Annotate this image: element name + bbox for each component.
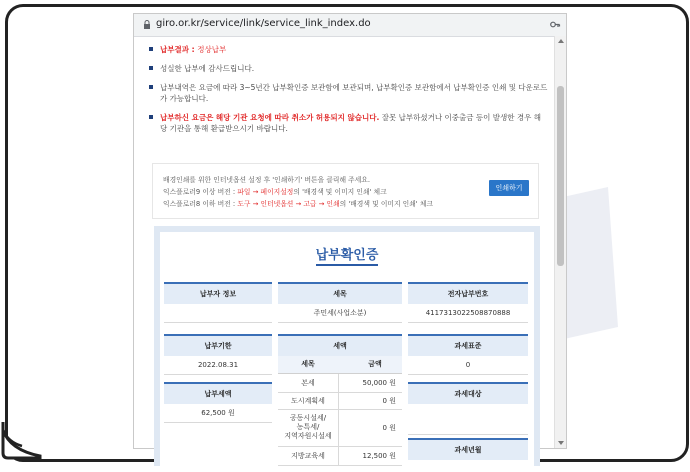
epay-number-header: 전자납부번호 bbox=[408, 282, 528, 304]
bullet-icon bbox=[149, 115, 153, 119]
breakdown-item: 공동시설세/ 농특세/ 지역자원시설세 bbox=[284, 414, 332, 440]
tax-standard-header: 과세표준 bbox=[408, 334, 528, 356]
tax-amount-header: 세액 bbox=[278, 334, 402, 356]
address-bar[interactable] bbox=[134, 14, 566, 37]
table-row bbox=[278, 393, 402, 410]
payment-result-label: 납부결과 : bbox=[160, 45, 198, 54]
notice-item bbox=[146, 82, 548, 104]
print-guide-line: 익스플로러9 이상 버전 : 파일 → 페이지설정의 '배경색 및 이미지 인쇄' 체크 bbox=[163, 188, 387, 196]
tax-item-value: 주민세(사업소분) bbox=[278, 304, 402, 323]
lock-icon bbox=[143, 20, 151, 29]
epay-number-value: 4117313022508870888 bbox=[408, 304, 528, 323]
tax-standard-value: 0 bbox=[408, 356, 528, 375]
due-date-header: 납부기한 bbox=[164, 334, 272, 356]
key-icon[interactable] bbox=[550, 20, 560, 29]
breakdown-item: 본세 bbox=[301, 379, 315, 387]
notice-item bbox=[146, 63, 548, 74]
breakdown-amount: 0 원 bbox=[382, 424, 396, 432]
scroll-up-icon[interactable] bbox=[558, 39, 564, 43]
breakdown-amount-header: 금액 bbox=[368, 360, 382, 368]
breakdown-item-header: 세목 bbox=[301, 360, 315, 368]
scrollbar-thumb[interactable] bbox=[557, 86, 564, 266]
paid-amount-header: 납부세액 bbox=[164, 382, 272, 404]
bullet-icon bbox=[149, 85, 153, 89]
breakdown-header-row bbox=[278, 356, 402, 374]
payment-result-value: 정상납부 bbox=[197, 45, 227, 54]
breakdown-item: 지방교육세 bbox=[291, 452, 325, 460]
print-guide-line: 익스플로러8 이하 버전 : 도구 → 인터넷옵션 → 고급 → 인쇄의 '배경색 및 이미지 인쇄' 체크 bbox=[163, 200, 433, 208]
print-guide-line: 배경인쇄를 위한 인터넷옵션 설정 후 '인쇄하기' 버튼을 클릭해 주세요. bbox=[163, 176, 371, 184]
notice-item bbox=[146, 44, 548, 55]
print-button[interactable]: 인쇄하기 bbox=[489, 180, 529, 196]
bullet-icon bbox=[149, 66, 153, 70]
tax-target-value bbox=[408, 404, 528, 435]
payment-certificate bbox=[154, 226, 540, 466]
table-row bbox=[278, 374, 402, 393]
breakdown-amount: 50,000 원 bbox=[362, 379, 396, 387]
breakdown-amount: 12,500 원 bbox=[362, 452, 396, 460]
table-row bbox=[278, 447, 402, 466]
storage-info-text: 납부내역은 요금에 따라 3~5년간 납부확인증 보관함에 보관되며, 납부확인증 보관함에서 납부확인증 인쇄 및 다운로드가 가능합니다. bbox=[160, 83, 548, 103]
tax-item-header: 세목 bbox=[278, 282, 402, 304]
scroll-down-icon[interactable] bbox=[558, 441, 564, 445]
paid-amount-value: 62,500 원 bbox=[164, 404, 272, 423]
certificate-title: 납부확인증 bbox=[160, 244, 534, 263]
url-text[interactable]: giro.or.kr/service/link/service_link_index.do bbox=[156, 18, 371, 29]
cancel-warning-text: 납부하신 요금은 해당 기관 요청에 따라 취소가 허용되지 않습니다. bbox=[160, 113, 380, 122]
vertical-scrollbar[interactable] bbox=[554, 36, 566, 448]
refund-info-text: 잘못 납부하셨거나 이중출금 등이 발생한 경우 해당 기관을 통해 환급받으시기 바랍니다. bbox=[160, 113, 541, 133]
certificate-body bbox=[160, 232, 534, 472]
notice-list bbox=[146, 44, 548, 142]
breakdown-item: 도시계획세 bbox=[291, 397, 325, 405]
browser-window bbox=[133, 13, 567, 460]
tax-breakdown-table bbox=[278, 356, 402, 466]
due-date-value: 2022.08.31 bbox=[164, 356, 272, 375]
payer-info-value bbox=[164, 304, 272, 323]
page-content bbox=[134, 36, 554, 460]
page-curl-graphic bbox=[0, 420, 44, 460]
breakdown-amount: 0 원 bbox=[382, 397, 396, 405]
tax-year-month-header: 과세년월 bbox=[408, 438, 528, 460]
screenshot-frame bbox=[5, 4, 689, 462]
print-guide-box bbox=[152, 163, 539, 219]
notice-item bbox=[146, 112, 548, 134]
bullet-icon bbox=[149, 47, 153, 51]
tax-target-header: 과세대상 bbox=[408, 382, 528, 404]
payer-info-header: 납부자 정보 bbox=[164, 282, 272, 304]
table-row bbox=[278, 410, 402, 447]
thanks-text: 성실한 납부에 감사드립니다. bbox=[160, 64, 255, 73]
